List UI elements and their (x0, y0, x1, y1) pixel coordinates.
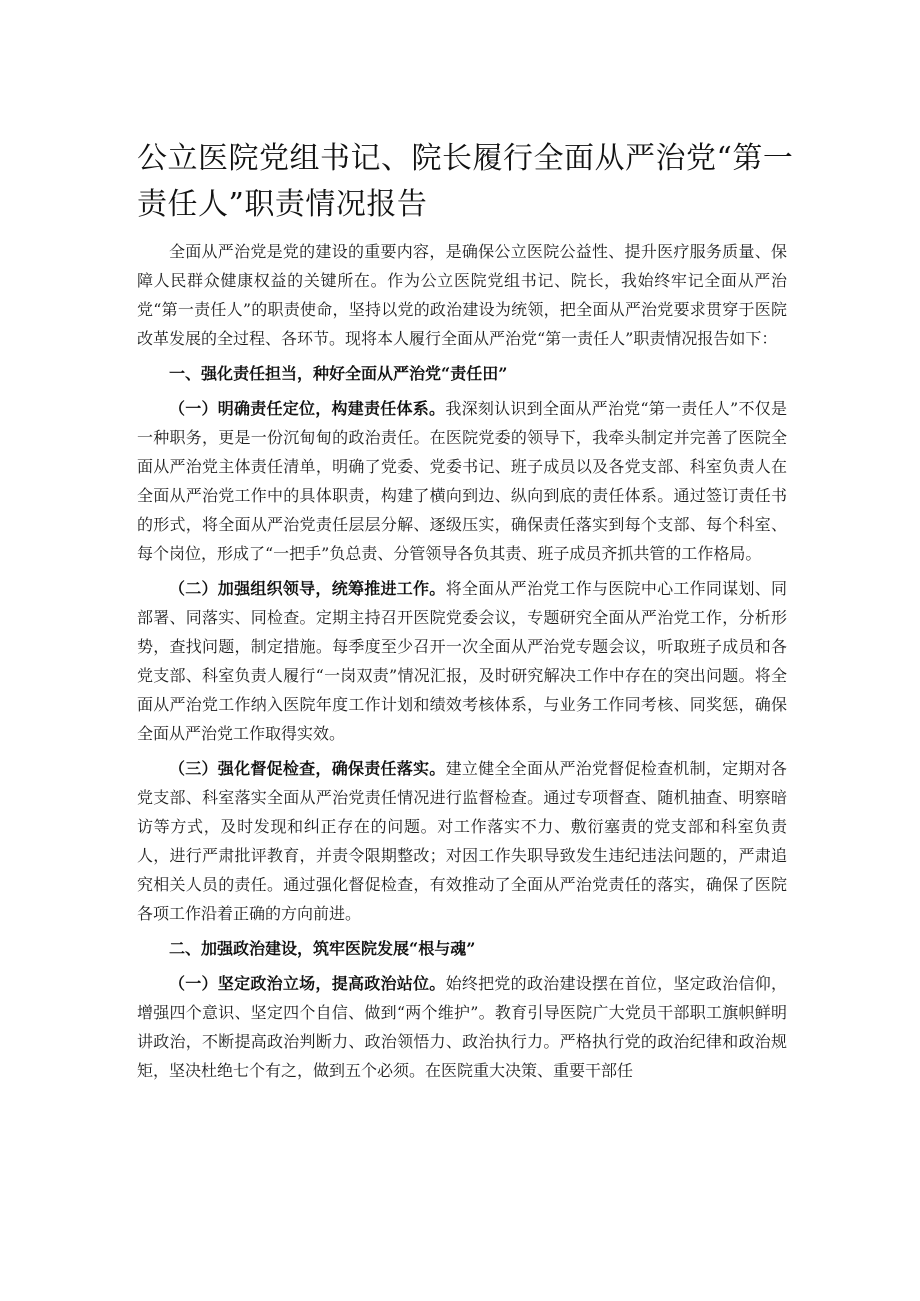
paragraph-body: 建立健全全面从严治党督促检查机制，定期对各党支部、科室落实全面从严治党责任情况进行监督检查。通过专项督查、随机抽查、明察暗访等方式，及时发现和纠正存在的问题。对工作落实不力、敷衍塞责的党支部和科室负责人，进行严肃批评教育，并责令限期整改；对因工作失职导致发生违纪违法问题的，严肃追究相关人员的责任。通过强化督促检查，有效推动了全面从严治党责任的落实，确保了医院各项工作沿着正确的方向前进。 (137, 759, 787, 923)
paragraph-lead: （三）强化督促检查，确保责任落实。 (169, 759, 446, 778)
section-2-paragraph-1 (137, 969, 787, 1085)
paragraph-body: 始终把党的政治建设摆在首位，坚定政治信仰，增强四个意识、坚定四个自信、做到“两个维护”。教育引导医院广大党员干部职工旗帜鲜明讲政治，不断提高政治判断力、政治领悟力、政治执行力。严格执行党的政治纪律和政治规矩，坚决杜绝七个有之，做到五个必须。在医院重大决策、重要干部任 (137, 974, 787, 1080)
section-1-paragraph-2 (137, 574, 787, 748)
paragraph-lead: （一）坚定政治立场，提高政治站位。 (169, 974, 446, 993)
paragraph-body: 将全面从严治党工作与医院中心工作同谋划、同部署、同落实、同检查。定期主持召开医院党委会议，专题研究全面从严治党工作，分析形势，查找问题，制定措施。每季度至少召开一次全面从严治党专题会议，听取班子成员和各党支部、科室负责人履行“一岗双责”情况汇报，及时研究解决工作中存在的突出问题。将全面从严治党工作纳入医院年度工作计划和绩效考核体系，与业务工作同考核、同奖惩，确保全面从严治党工作取得实效。 (137, 579, 787, 743)
report-title: 公立医院党组书记、院长履行全面从严治党“第一责任人”职责情况报告 (137, 141, 794, 222)
paragraph-lead: （一）明确责任定位，构建责任体系。 (169, 399, 446, 418)
section-2-heading: 二、加强政治建设，筑牢医院发展“根与魂” (169, 939, 476, 958)
paragraph-lead: （二）加强组织领导，统筹推进工作。 (169, 579, 446, 598)
section-1-paragraph-1 (137, 394, 787, 568)
report-body (137, 237, 787, 1085)
section-1-paragraph-3 (137, 754, 787, 928)
intro-paragraph: 全面从严治党是党的建设的重要内容，是确保公立医院公益性、提升医疗服务质量、保障人民群众健康权益的关键所在。作为公立医院党组书记、院长，我始终牢记全面从严治党“第一责任人”的职责使命，坚持以党的政治建设为统领，把全面从严治党要求贯穿于医院改革发展的全过程、各环节。现将本人履行全面从严治党“第一责任人”职责情况报告如下： (137, 242, 787, 348)
paragraph-body: 我深刻认识到全面从严治党“第一责任人”不仅是一种职务，更是一份沉甸甸的政治责任。在医院党委的领导下，我牵头制定并完善了医院全面从严治党主体责任清单，明确了党委、党委书记、班子成员以及各党支部、科室负责人在全面从严治党工作中的具体职责，构建了横向到边、纵向到底的责任体系。通过签订责任书的形式，将全面从严治党责任层层分解、逐级压实，确保责任落实到每个支部、每个科室、每个岗位，形成了“一把手”负总责、分管领导各负其责、班子成员齐抓共管的工作格局。 (137, 399, 787, 563)
section-1-heading: 一、强化责任担当，种好全面从严治党“责任田” (169, 364, 508, 383)
